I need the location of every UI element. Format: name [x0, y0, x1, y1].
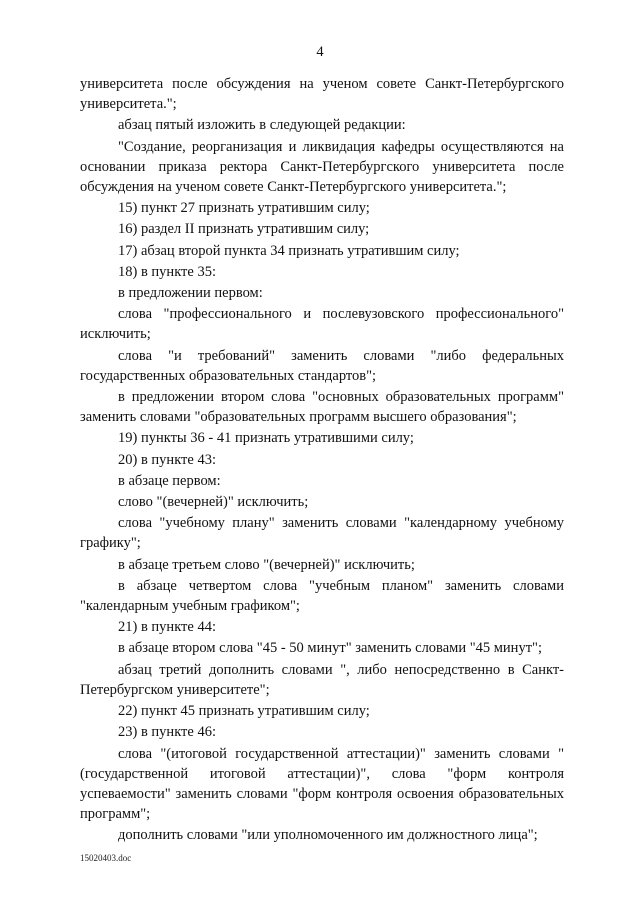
paragraph: 16) раздел II признать утратившим силу;	[118, 221, 370, 238]
paragraph: 17) абзац второй пункта 34 признать утратившим силу;	[118, 242, 460, 259]
paragraph: 15) пункт 27 признать утратившим силу;	[118, 200, 370, 217]
paragraph: 19) пункты 36 - 41 признать утратившими силу;	[118, 430, 414, 447]
paragraph: в абзаце втором слова "45 - 50 минут" заменить словами "45 минут";	[118, 640, 542, 657]
paragraph: слова "профессионального и послевузовского профессионального" исключить;	[80, 306, 564, 343]
paragraph: "Создание, реорганизация и ликвидация кафедры осуществляются на основании приказа ректора Санкт-Петербургского университета после обсуждения на ученом совете Санкт-Петербургского университета.";	[80, 138, 564, 196]
paragraph: 23) в пункте 46:	[118, 724, 216, 741]
page-number: 4	[316, 44, 324, 60]
footer-filename: 15020403.doc	[80, 853, 132, 863]
paragraph: слова "и требований" заменить словами "либо федеральных государственных образовательных стандартов";	[80, 347, 564, 384]
paragraph: 20) в пункте 43:	[118, 451, 216, 468]
paragraph: в абзаце первом:	[118, 472, 221, 489]
document-body	[80, 74, 564, 846]
paragraph: абзац третий дополнить словами ", либо непосредственно в Санкт-Петербургском университете";	[80, 661, 564, 698]
paragraph: в абзаце четвертом слова "учебным планом" заменить словами "календарным учебным графиком";	[80, 577, 564, 615]
paragraph: в абзаце третьем слово "(вечерней)" исключить;	[118, 556, 415, 573]
paragraph: дополнить словами "или уполномоченного им должностного лица";	[118, 827, 538, 844]
paragraph: 21) в пункте 44:	[118, 619, 216, 636]
paragraph: в предложении первом:	[118, 285, 263, 302]
paragraph: университета после обсуждения на ученом совете Санкт-Петербургского университета.";	[80, 76, 564, 113]
paragraph: слова "(итоговой государственной аттестации)" заменить словами "(государственной итоговой аттестации)", слова "форм контроля успеваемости" заменить словами "форм контроля освоения образовательных программ";	[80, 745, 564, 823]
paragraph: 18) в пункте 35:	[118, 263, 216, 280]
paragraph: слова "учебному плану" заменить словами "календарному учебному графику";	[80, 515, 564, 552]
paragraph: 22) пункт 45 признать утратившим силу;	[118, 703, 370, 720]
paragraph: в предложении втором слова "основных образовательных программ" заменить словами "образовательных программ высшего образования";	[80, 389, 564, 426]
paragraph: слово "(вечерней)" исключить;	[118, 494, 309, 511]
paragraph: абзац пятый изложить в следующей редакции:	[118, 117, 406, 134]
